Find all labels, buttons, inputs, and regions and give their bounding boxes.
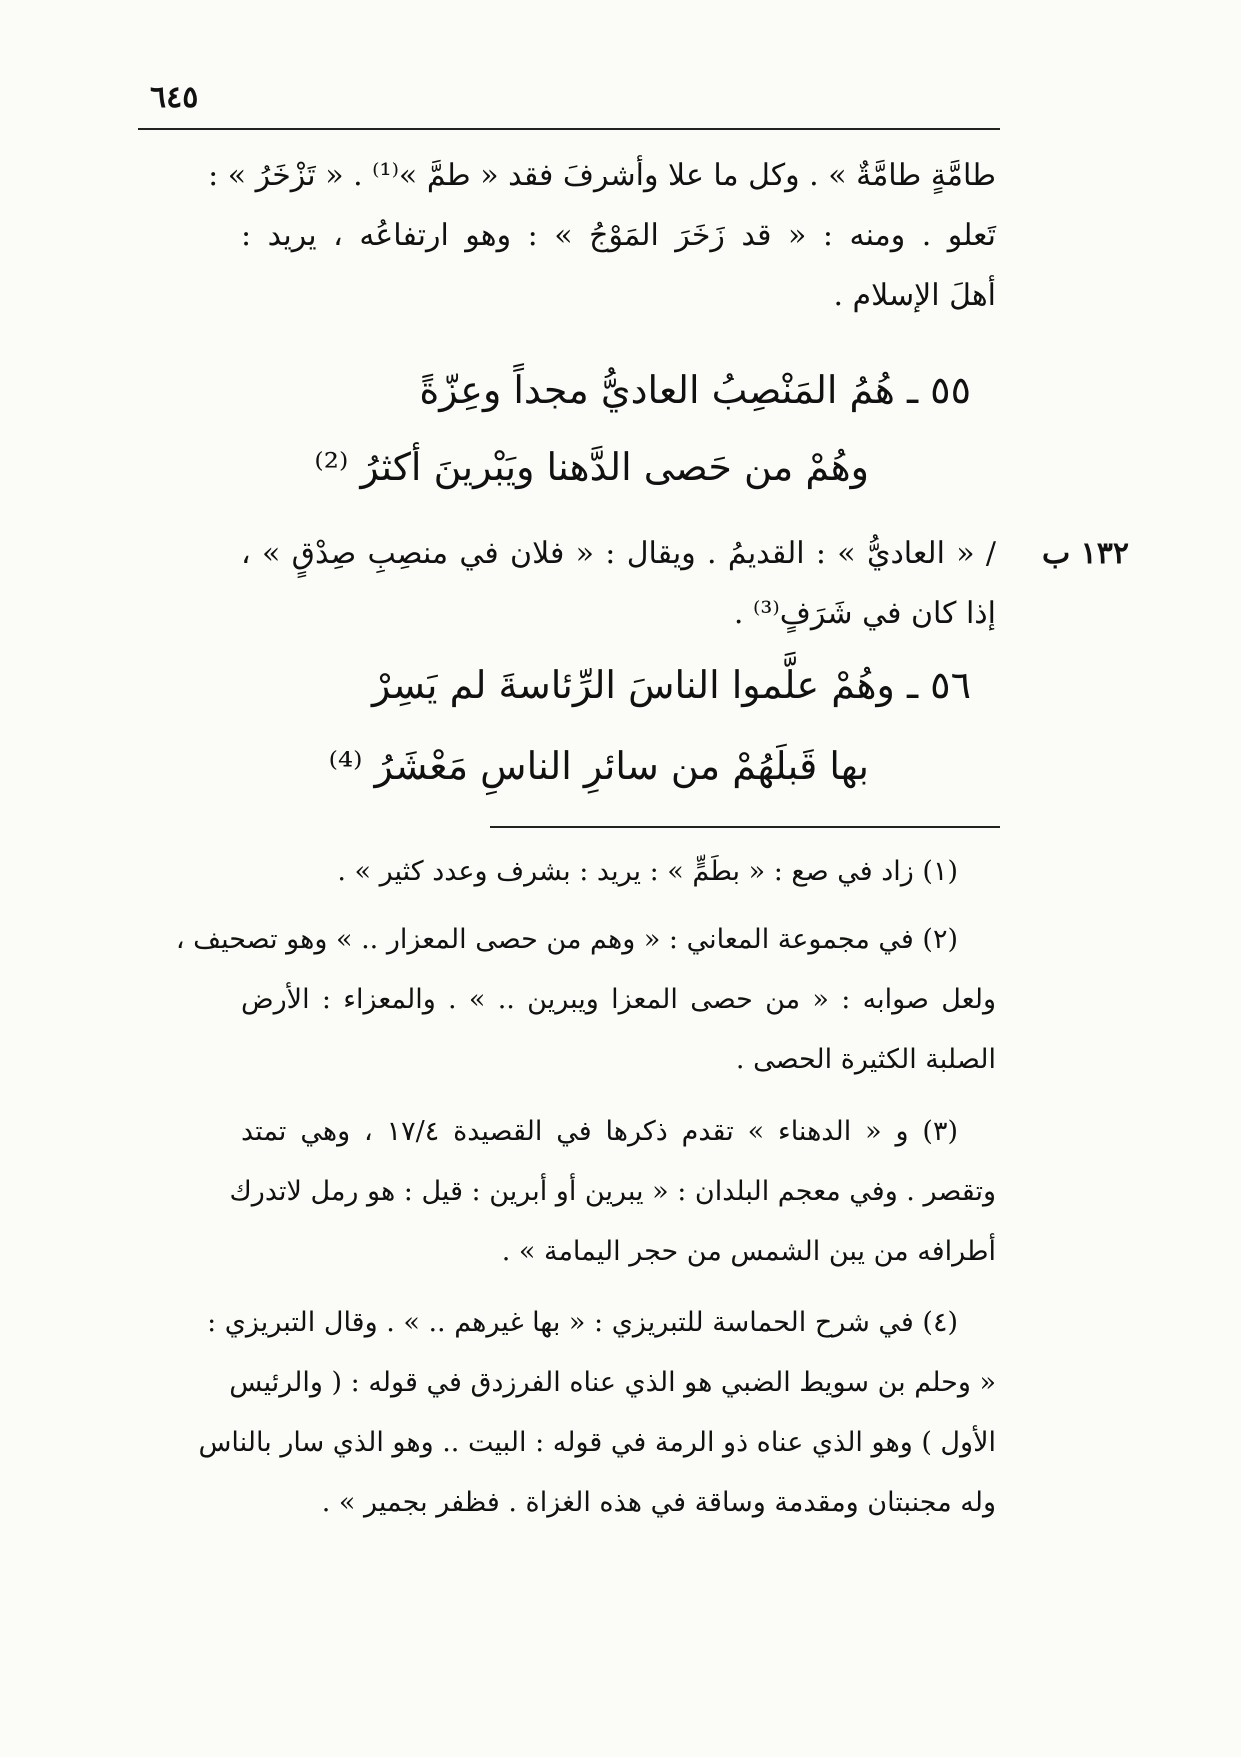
header-rule bbox=[138, 128, 1000, 130]
verse-56-second-hemistich: بها قَبلَهُمْ من سائرِ الناسِ مَعْشَرُ ⁽⁴⁾ bbox=[328, 744, 869, 788]
footnote-4-line-1: (٤) في شرح الحماسة للتبريزي : « بها غيرهم .. » . وقال التبريزي : bbox=[207, 1307, 958, 1338]
footnote-3-line-2: وتقصر . وفي معجم البلدان : « يبرين أو أبرين : قيل : هو رمل لاتدرك bbox=[229, 1176, 996, 1207]
footnote-3-line-1: (٣) و « الدهناء » تقدم ذكرها في القصيدة ١٧/٤ ، وهي تمتد bbox=[241, 1116, 959, 1147]
page-number: ٦٤٥ bbox=[150, 80, 199, 115]
verse-56-first-hemistich: ٥٦ ـ وهُمْ علَّموا الناسَ الرِّئاسةَ لم يَسِرْ bbox=[372, 663, 971, 707]
margin-note: ١٣٢ ب bbox=[1041, 536, 1129, 571]
body-line-1: طامَّةٍ طامَّةٌ » . وكل ما علا وأشرفَ فقد « طمَّ »⁽¹⁾ . « تَزْخَرُ » : bbox=[208, 158, 996, 193]
footnote-4-line-2: « وحلم بن سويط الضبي هو الذي عناه الفرزدق في قوله : ( والرئيس bbox=[229, 1367, 996, 1398]
footnote-2-line-1: (٢) في مجموعة المعاني : « وهم من حصى المعزار .. » وهو تصحيف ، bbox=[175, 924, 958, 955]
commentary-line-2: إذا كان في شَرَفٍ⁽³⁾ . bbox=[733, 596, 996, 631]
body-line-3: أهلَ الإسلام . bbox=[833, 278, 996, 313]
footnote-2-line-3: الصلبة الكثيرة الحصى . bbox=[735, 1044, 996, 1075]
verse-55-second-hemistich: وهُمْ من حَصى الدَّهنا ويَبْرينَ أكثرُ ⁽²⁾ bbox=[314, 445, 869, 489]
footnote-3-line-3: أطرافه من يبن الشمس من حجر اليمامة » . bbox=[501, 1236, 996, 1267]
footnote-2-line-2: ولعل صوابه : « من حصى المعزا ويبرين .. » . والمعزاء : الأرض bbox=[241, 984, 996, 1015]
verse-55-first-hemistich: ٥٥ ـ هُمُ المَنْصِبُ العاديُّ مجداً وعِزّةً bbox=[419, 368, 971, 412]
footnote-4-line-4: وله مجنبتان ومقدمة وساقة في هذه الغزاة . فظفر بجمير » . bbox=[321, 1487, 996, 1518]
footnote-rule bbox=[490, 826, 1000, 828]
body-line-2: تَعلو . ومنه : « قد زَخَرَ المَوْجُ » : وهو ارتفاعُه ، يريد : bbox=[241, 218, 996, 253]
footnote-1: (١) زاد في صع : « بطَمٍّ » : يريد : بشرف وعدد كثير » . bbox=[337, 856, 958, 887]
commentary-line-1: / « العاديُّ » : القديمُ . ويقال : « فلان في منصِبِ صِدْقٍ » ، bbox=[241, 536, 996, 571]
footnote-4-line-3: الأول ) وهو الذي عناه ذو الرمة في قوله : البيت .. وهو الذي سار بالناس bbox=[198, 1427, 996, 1458]
